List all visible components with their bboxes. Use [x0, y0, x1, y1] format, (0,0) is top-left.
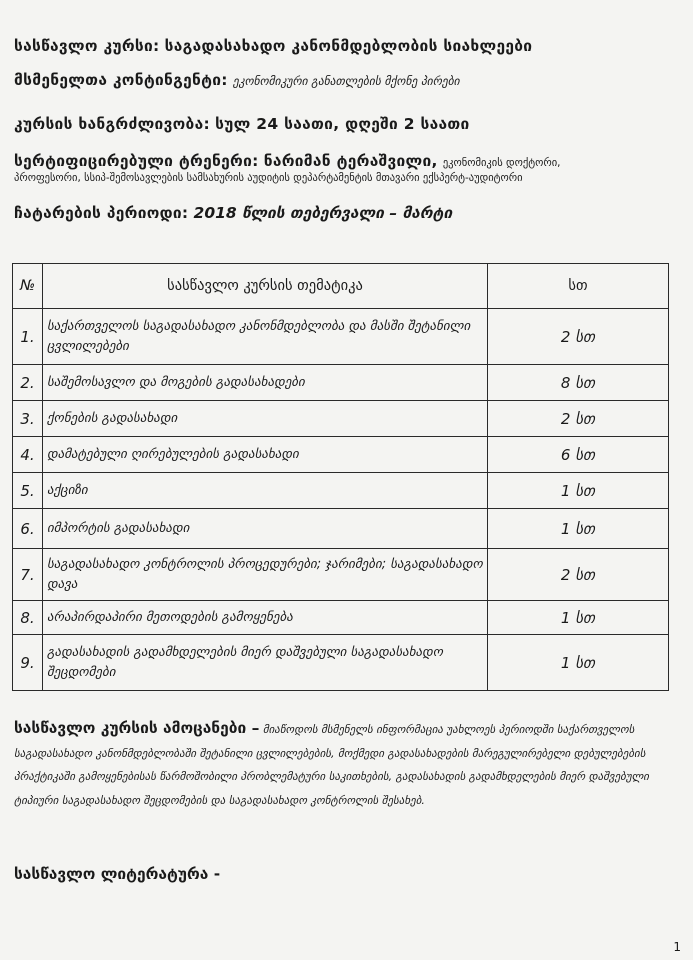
row-num: 1. — [13, 309, 43, 365]
row-topic: საშემოსავლო და მოგების გადასახადები — [43, 365, 488, 401]
table-row — [13, 473, 669, 509]
trainer-name: ნარიმან ტერაშვილი, — [263, 152, 438, 170]
table-row — [13, 509, 669, 549]
row-topic: საქართველოს საგადასახადო კანონმდებლობა და მასში შეტანილი ცვლილებები — [43, 309, 488, 365]
row-hours: 1 სთ — [488, 509, 669, 549]
course-line — [14, 36, 532, 55]
table-row — [13, 549, 669, 601]
literature-label: სასწავლო ლიტერატურა - — [14, 865, 221, 883]
row-num: 2. — [13, 365, 43, 401]
goals-label: სასწავლო კურსის ამოცანები – — [14, 719, 260, 737]
table-row — [13, 309, 669, 365]
table-row — [13, 401, 669, 437]
period-line — [14, 203, 452, 222]
row-topic: საგადასახადო კონტროლის პროცედურები; ჯარიმები; საგადასახადო დავა — [43, 549, 488, 601]
trainer-line — [14, 151, 561, 170]
table-header-row — [13, 264, 669, 309]
audience-line — [14, 70, 460, 89]
row-num: 9. — [13, 635, 43, 691]
duration-value: სულ 24 საათი, დღეში 2 საათი — [215, 115, 470, 133]
table-row — [13, 635, 669, 691]
row-num: 4. — [13, 437, 43, 473]
row-topic: ქონების გადასახადი — [43, 401, 488, 437]
period-value: 2018 წლის თებერვალი – მარტი — [193, 204, 453, 222]
col-num-header: № — [13, 264, 43, 309]
trainer-label: სერტიფიცირებული ტრენერი: — [14, 152, 259, 170]
goals-text: მიაწოდოს მსმენელს ინფორმაცია უახლოეს პერიოდში საქართველოს საგადასახადო კანონმდებლობაში შეტანილი ცვლილებების, მოქმედი გადასახადების მარეგულირებელი დებულებების პრაქტიკაში გამოყენებისას წარმოშობილი პრობლემატური საკითხების, გადასახადის გადამხდელების მიერ დაშვებული ტიპიური საგადასახადო შეცდომების და საგადასახადო კონტროლის შესახებ. — [14, 723, 649, 807]
col-hours-header: სთ — [488, 264, 669, 309]
course-value: საგადასახადო კანონმდებლობის სიახლეები — [164, 37, 533, 55]
row-hours: 2 სთ — [488, 309, 669, 365]
course-label: სასწავლო კურსი: — [14, 37, 160, 55]
trainer-desc-2: პროფესორი, სსიპ-შემოსავლების სამსახურის აუდიტის დეპარტამენტის მთავარი ექსპერტ-აუდიტორი — [14, 172, 523, 184]
duration-line — [14, 114, 470, 133]
row-hours: 1 სთ — [488, 473, 669, 509]
row-num: 8. — [13, 601, 43, 635]
trainer-desc-1: ეკონომიკის დოქტორი, — [442, 157, 561, 169]
audience-label: მსმენელთა კონტინგენტი: — [14, 71, 228, 89]
row-topic: დამატებული ღირებულების გადასახადი — [43, 437, 488, 473]
row-num: 3. — [13, 401, 43, 437]
row-topic: გადასახადის გადამხდელების მიერ დაშვებული საგადასახადო შეცდომები — [43, 635, 488, 691]
period-label: ჩატარების პერიოდი: — [14, 204, 189, 222]
row-hours: 1 სთ — [488, 601, 669, 635]
row-hours: 2 სთ — [488, 549, 669, 601]
row-num: 6. — [13, 509, 43, 549]
row-hours: 2 სთ — [488, 401, 669, 437]
row-num: 7. — [13, 549, 43, 601]
course-goals — [14, 717, 679, 812]
page-number: 1 — [673, 940, 681, 954]
row-topic: იმპორტის გადასახადი — [43, 509, 488, 549]
col-topic-header: სასწავლო კურსის თემატიკა — [43, 264, 488, 309]
row-hours: 8 სთ — [488, 365, 669, 401]
table-row — [13, 601, 669, 635]
row-hours: 1 სთ — [488, 635, 669, 691]
row-topic: არაპირდაპირი მეთოდების გამოყენება — [43, 601, 488, 635]
row-hours: 6 სთ — [488, 437, 669, 473]
table-row — [13, 365, 669, 401]
duration-label: კურსის ხანგრძლივობა: — [14, 115, 210, 133]
course-topics-table — [12, 263, 669, 691]
row-num: 5. — [13, 473, 43, 509]
row-topic: აქციზი — [43, 473, 488, 509]
audience-value: ეკონომიკური განათლების მქონე პირები — [232, 74, 460, 88]
table-row — [13, 437, 669, 473]
